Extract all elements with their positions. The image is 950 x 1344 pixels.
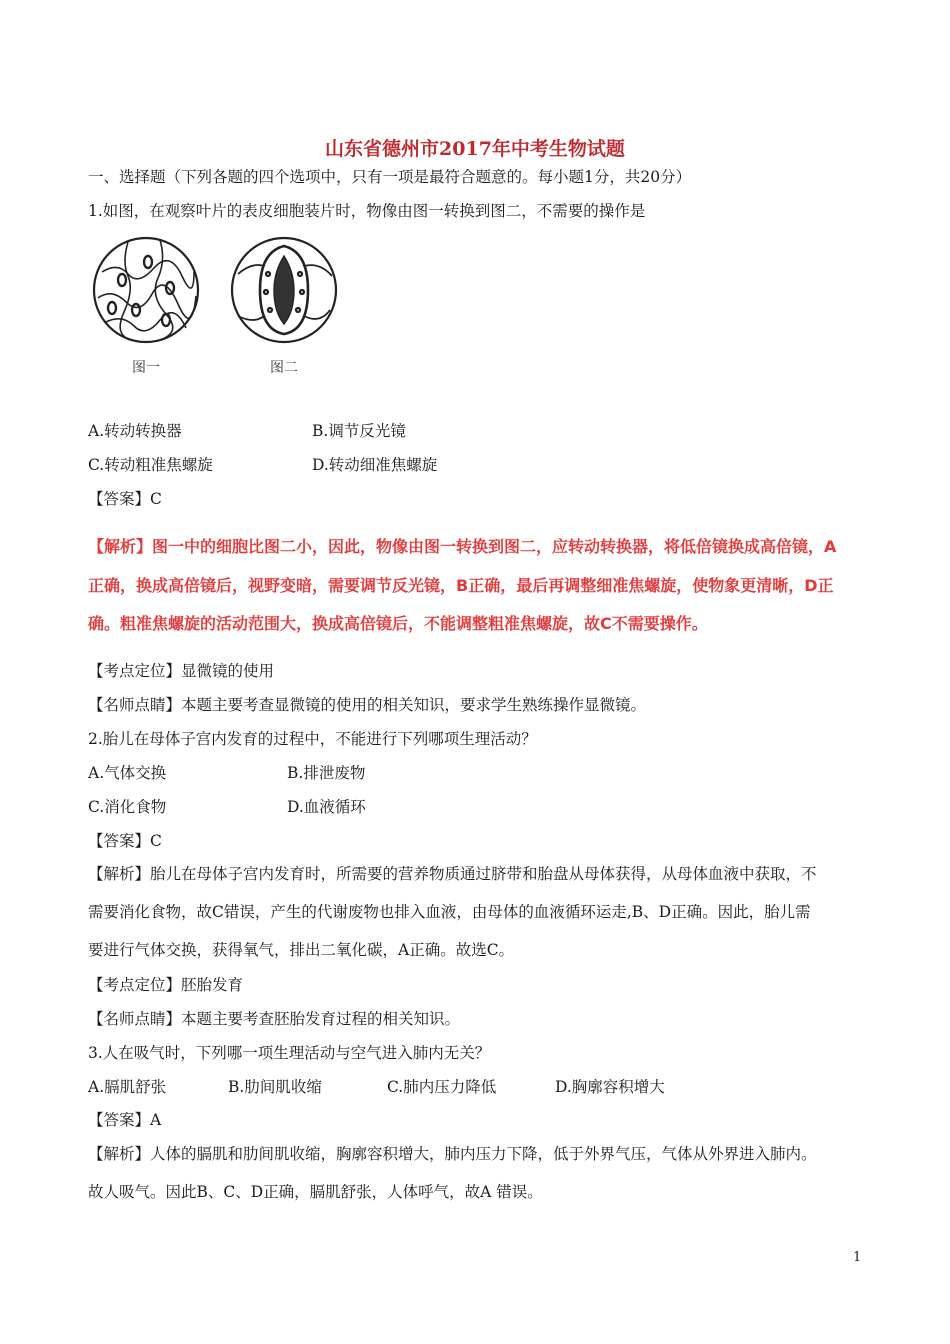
q1-option-c: C.转动粗准焦螺旋 <box>88 456 213 474</box>
q2-analysis-line-3: 要进行气体交换，获得氧气，排出二氧化碳，A正确。故选C。 <box>88 941 515 959</box>
q2-option-a: A.气体交换 <box>88 764 167 782</box>
q3-option-d: D.胸廓容积增大 <box>555 1078 665 1096</box>
microscope-figure <box>88 232 344 382</box>
page-title: 山东省德州市2017年中考生物试题 <box>325 138 625 160</box>
q1-answer: 【答案】C <box>88 490 162 508</box>
q2-analysis-line-1: 【解析】胎儿在母体子宫内发育时，所需要的营养物质通过脐带和胎盘从母体获得，从母体血液中获取，不 <box>88 865 817 883</box>
q3-answer: 【答案】A <box>88 1111 162 1129</box>
page-number: 1 <box>853 1250 862 1265</box>
q1-option-d: D.转动细准焦螺旋 <box>312 456 438 474</box>
q3-option-b: B.肋间肌收缩 <box>228 1078 322 1096</box>
q1-option-b: B.调节反光镜 <box>312 422 406 440</box>
figure-two-stoma-view <box>232 238 336 342</box>
q1-analysis-line-3: 确。粗准焦螺旋的活动范围大，换成高倍镜后，不能调整粗准焦螺旋，故C不需要操作。 <box>88 614 708 633</box>
q1-point: 【考点定位】显微镜的使用 <box>88 662 275 680</box>
figure-two-label: 图二 <box>270 360 298 376</box>
q3-option-c: C.肺内压力降低 <box>387 1078 497 1096</box>
figure-one-cell-view <box>94 238 198 342</box>
q3-stem: 3.人在吸气时，下列哪一项生理活动与空气进入肺内无关？ <box>88 1044 491 1062</box>
q2-stem: 2.胎儿在母体子宫内发育的过程中，不能进行下列哪项生理活动？ <box>88 730 537 748</box>
q1-analysis-line-2: 正确，换成高倍镜后，视野变暗，需要调节反光镜，B正确，最后再调整细准焦螺旋，使物象更清晰，D正 <box>88 576 834 595</box>
q2-tip: 【名师点睛】本题主要考查胚胎发育过程的相关知识。 <box>88 1010 461 1028</box>
section-heading: 一、选择题（下列各题的四个选项中，只有一项是最符合题意的。每小题1分，共20分） <box>88 168 692 186</box>
q3-analysis-line-2: 故人吸气。因此B、C、D正确，膈肌舒张，人体呼气，故A 错误。 <box>88 1183 543 1201</box>
q2-option-b: B.排泄废物 <box>287 764 366 782</box>
q2-answer: 【答案】C <box>88 832 162 850</box>
q2-point: 【考点定位】胚胎发育 <box>88 976 244 994</box>
q1-analysis-line-1: 【解析】图一中的细胞比图二小，因此，物像由图一转换到图二，应转动转换器，将低倍镜换成高倍镜，A <box>88 537 837 556</box>
q3-option-a: A.膈肌舒张 <box>88 1078 167 1096</box>
q2-option-d: D.血液循环 <box>287 798 366 816</box>
figure-one-label: 图一 <box>132 360 160 376</box>
q2-option-c: C.消化食物 <box>88 798 167 816</box>
q2-analysis-line-2: 需要消化食物，故C错误，产生的代谢废物也排入血液，由母体的血液循环运走,B、D正确。因此，胎儿需 <box>88 903 811 921</box>
q1-tip: 【名师点睛】本题主要考查显微镜的使用的相关知识，要求学生熟练操作显微镜。 <box>88 696 647 714</box>
q3-analysis-line-1: 【解析】人体的膈肌和肋间肌收缩，胸廓容积增大，肺内压力下降，低于外界气压，气体从外界进入肺内。 <box>88 1145 817 1163</box>
q1-option-a: A.转动转换器 <box>88 422 182 440</box>
q1-stem: 1.如图，在观察叶片的表皮细胞装片时，物像由图一转换到图二，不需要的操作是 <box>88 202 646 220</box>
